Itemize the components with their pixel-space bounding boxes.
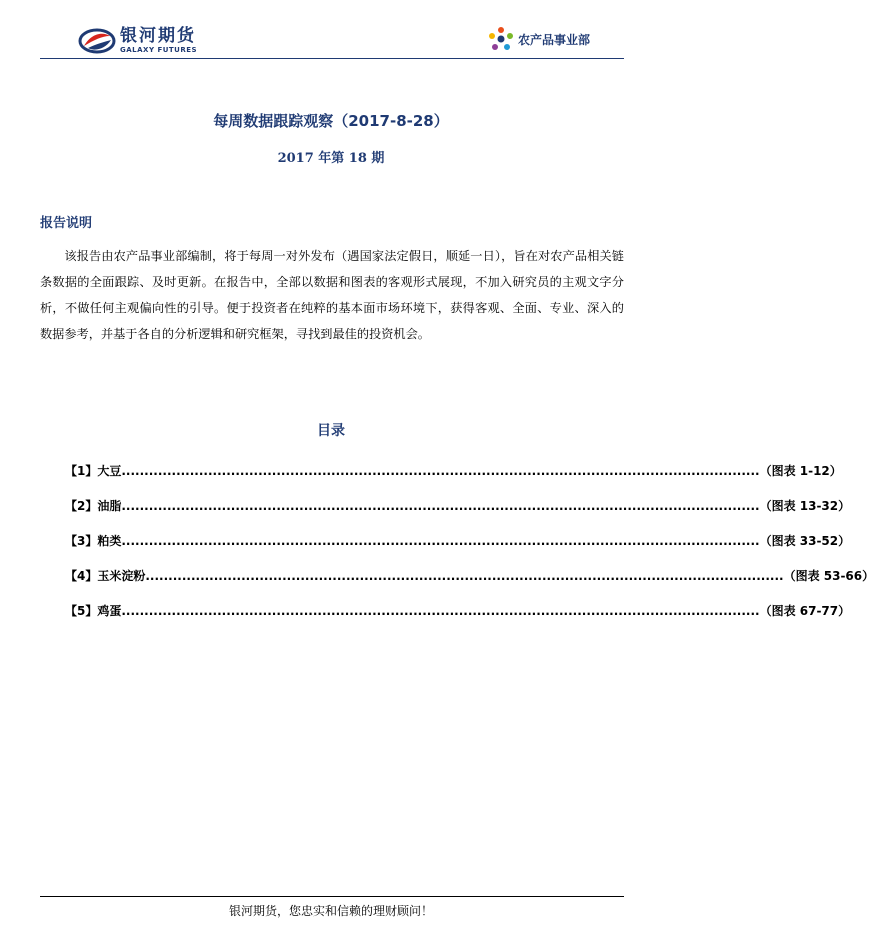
galaxy-logo-icon xyxy=(78,26,116,56)
department-people-icon xyxy=(488,26,514,52)
toc-leader: ............................................................................................................................................ xyxy=(121,533,760,548)
toc-item-label: 【2】油脂 xyxy=(65,499,122,513)
toc-leader: ............................................................................................................................................ xyxy=(121,463,760,478)
toc-item-ref: （图表 1-12） xyxy=(759,464,842,478)
toc-leader: ............................................................................................................................................ xyxy=(145,568,784,583)
toc-item-ref: （图表 53-66） xyxy=(783,569,874,583)
description-heading: 报告说明 xyxy=(40,216,93,231)
toc-item-label: 【5】鸡蛋 xyxy=(65,604,122,618)
toc-title: 目录 xyxy=(317,423,345,439)
toc-item-ref: （图表 67-77） xyxy=(759,604,851,618)
toc-leader: ............................................................................................................................................ xyxy=(121,498,760,513)
toc-item-label: 【1】大豆 xyxy=(65,464,122,478)
footer-slogan: 银河期货，您忠实和信赖的理财顾问！ xyxy=(228,904,433,918)
table-of-contents xyxy=(65,453,874,628)
galaxy-futures-logo xyxy=(78,26,197,56)
toc-leader: ............................................................................................................................................ xyxy=(121,603,760,618)
toc-item-meals[interactable] xyxy=(65,523,851,558)
toc-item-label: 【3】粕类 xyxy=(65,534,122,548)
toc-item-ref: （图表 33-52） xyxy=(759,534,851,548)
toc-item-ref: （图表 13-32） xyxy=(759,499,851,513)
toc-item-label: 【4】玉米淀粉 xyxy=(65,569,146,583)
toc-item-soybean[interactable] xyxy=(65,453,842,488)
company-name-en: GALAXY FUTURES xyxy=(120,46,198,54)
toc-item-corn-starch[interactable] xyxy=(65,558,874,593)
department-name: 农产品事业部 xyxy=(517,32,590,47)
toc-item-eggs[interactable] xyxy=(65,593,851,628)
report-issue: 2017 年第 18 期 xyxy=(277,151,385,166)
description-paragraph: 该报告由农产品事业部编制，将于每周一对外发布（遇国家法定假日，顺延一日），旨在对农产品相关链条数据的全面跟踪、及时更新。在报告中，全部以数据和图表的客观形式展现，不加入研究员的主观文字分析，不做任何主观偏向性的引导。便于投资者在纯粹的基本面市场环境下，获得客观、全面、专业、深入的数据参考，并基于各自的分析逻辑和研究框架，寻找到最佳的投资机会。 xyxy=(40,249,624,341)
report-title: 每周数据跟踪观察（2017-8-28） xyxy=(213,112,449,130)
company-name-cn: 银河期货 xyxy=(120,26,196,46)
toc-item-oils[interactable] xyxy=(65,488,851,523)
footer-divider xyxy=(40,896,624,897)
department-logo xyxy=(488,26,590,52)
page-header xyxy=(40,20,624,59)
